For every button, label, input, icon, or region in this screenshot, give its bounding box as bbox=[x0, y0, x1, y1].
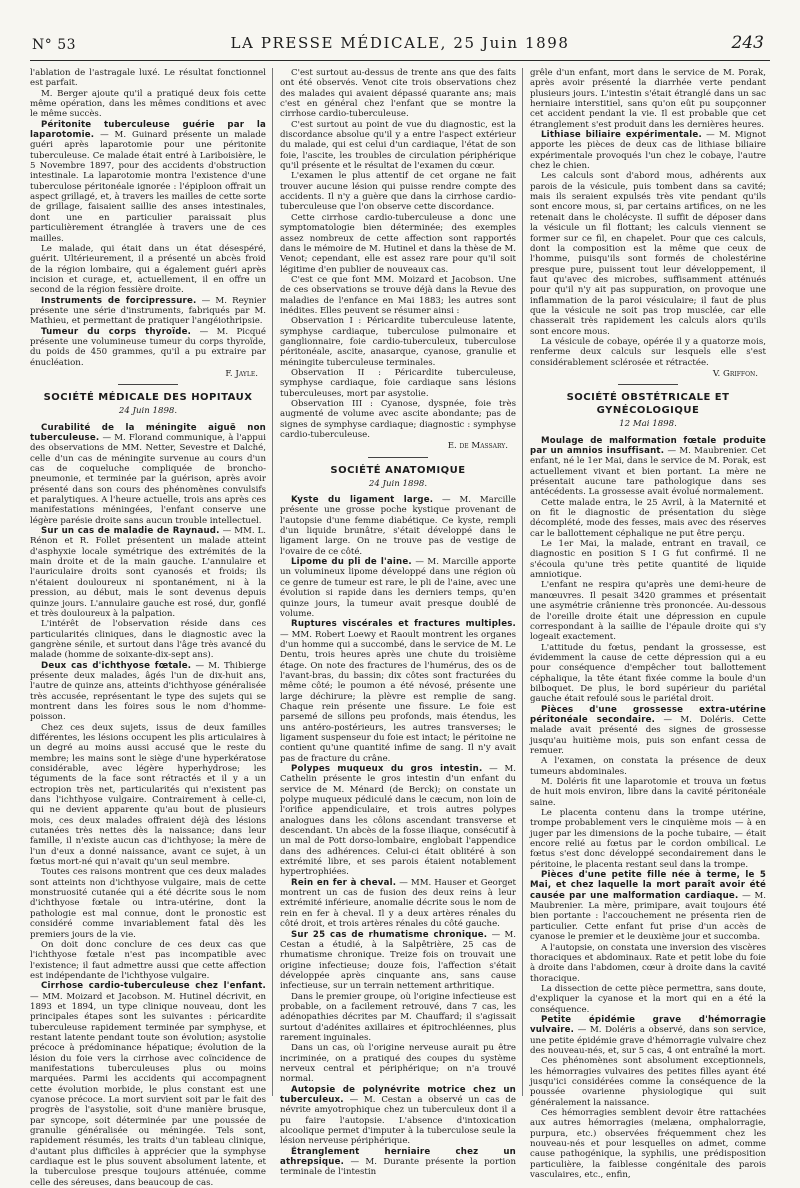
paragraph: l'ablation de l'astragale luxé. Le résultat fonctionnel est parfait. bbox=[30, 68, 266, 89]
article-title: Péritonite tuberculeuse guérie par la laparotomie. bbox=[30, 119, 266, 141]
article-body: — M. Cathelin présente le gros intestin d'un enfant du service de M. Ménard (de Berck); on constate un polype muqueux pédiculé dans le cæcum, non loin de l'orifice appendiculaire, et trois autres polypes analogues dans les côlons ascendant transverse et descendant. Un abcès de la fosse iliaque, consécutif à un mal de Pott dorso-lombaire, englobait l'appendice dans des adhérences. Celui-ci était oblitéré à son extrémité libre, et ses parois étaient notablement hypertrophiées. bbox=[280, 764, 516, 878]
article-title: Sur un cas de maladie de Raynaud. bbox=[41, 526, 220, 537]
article bbox=[280, 1147, 516, 1178]
paragraph: grêle d'un enfant, mort dans le service de M. Porak, après avoir présenté la diarrhée verte pendant plusieurs jours. L'intestin s'était étranglé dans un sac herniaire interstitiel, sans qu'on eût pu soupçonner cet accident pendant la vie. Il est probable que cet étranglement s'est produit dans les dernières heures. bbox=[530, 68, 766, 130]
paragraph: Ces phénomènes sont absolument exceptionnels, les hémorragies vulvaires des petites filles ayant été jusqu'ici considérées comme la conséquence de la poussée ovarienne physiologique qui suit généralement la naissance. bbox=[530, 1056, 766, 1108]
paragraph: Ces hémorragies semblent devoir être rattachées aux autres hémorragies (melæna, omphalorragie, purpura, etc.) observées fréquemment chez les nouveau-nés et pour lesquelles on admet, comme cause pathogénique, la syphilis, une prédisposition particulière, la faiblesse congénitale des parois vasculaires, etc., enfin, bbox=[530, 1108, 766, 1181]
paragraph: Toutes ces raisons montrent que ces deux malades sont atteints non d'ichthyose vulgaire, mais de cette monstruosité cutanée qui a été décrite sous le nom d'ichthyose fœtale ou intra-utérine, dont la pathologie est mal connue, dont le pronostic est considéré comme invariablement fatal dès les premiers jours de la vie. bbox=[30, 867, 266, 940]
article bbox=[280, 619, 516, 764]
article-title: Moulage de malformation fœtale produite par un amnios insuffisant. bbox=[530, 435, 766, 456]
article-title: Kyste du ligament large. bbox=[291, 495, 434, 506]
article-title: Curabilité de la méningite aiguë non tuberculeuse. bbox=[30, 422, 266, 443]
article bbox=[530, 1015, 766, 1056]
paragraph: A l'autopsie, on constata une inversion des viscères thoraciques et abdominaux. Rate et petit lobe du foie à droite dans l'abdomen, cœur à droite dans la cavité thoracique. bbox=[530, 942, 766, 984]
paragraph: Observation I : Péricardite tuberculeuse latente, symphyse cardiaque, tuberculose pulmonaire et ganglionnaire, foie cardio-tuberculeux, tuberculose péritonéale, ascite, anasarque, cyanose, granulie et méningite tuberculeuse terminales. bbox=[280, 316, 516, 368]
section-heading: SOCIÉTÉ ANATOMIQUE bbox=[330, 464, 466, 476]
article bbox=[280, 1085, 516, 1147]
paragraph: La dissection de cette pièce permettra, sans doute, d'expliquer la cyanose et la mort qui en a été la conséquence. bbox=[530, 983, 766, 1015]
article bbox=[280, 878, 516, 930]
article-body: — MM. L. Rénon et R. Follet présentent un malade atteint d'asphyxie locale symétrique des extrémités de la main droite et de la main gauche. L'annulaire et l'auriculaire droits sont cyanosés et froids; ils n'étaient douloureux ni spontanément, ni à la pression, au début, mais le sont devenus depuis quinze jours. L'annulaire gauche est rosé, dur, gonflé et très douloureux à la palpation. bbox=[30, 526, 267, 619]
paragraph: Les calculs sont d'abord mous, adhérents aux parois de la vésicule, puis tombent dans sa cavité; mais ils seraient expulsés très vite pendant qu'ils sont encore mous, si, par certains artifices, on ne les retenait dans le cholécyste. Il suffit de déposer dans la vésicule un fil flottant; les calculs viennent se former sur ce fil, en chapelet. Pour que ces calculs, dont la composition est la même que ceux de l'homme, puisqu'ils sont formés de cholestérine presque pure, puissent tout leur développement, il faut qu'avec des microbes, suffisamment atténués pour qu'il n'y ait pas suppuration, on provoque une inflammation de la paroi vésiculaire; il faut de plus que la vésicule ne soit pas trop musclée, car elle chasserait très rapidement les calculs alors qu'ils sont encore mous. bbox=[530, 171, 766, 337]
paragraph: Le 1er Mai, la malade, entrant en travail, ce diagnostic en position S I G fut confirmé. Il ne s'écoula qu'une très petite quantité de liquide amniotique. bbox=[530, 539, 766, 581]
article-body: — M. Doléris. Cette malade avait présenté des signes de grossesse jusqu'au huitième mois, puis son enfant cessa de remuer. bbox=[530, 714, 766, 756]
section-date: 24 Juin 1898. bbox=[368, 478, 428, 489]
paragraph: L'enfant ne respira qu'après une demi-heure de manœuvres. Il pesait 3420 grammes et présentait une asymétrie crânienne très prononcée. Au-dessous de l'oreille droite était une dépression en cupule correspondant à la saillie de l'épaule droite qui s'y logeait exactement. bbox=[530, 580, 766, 643]
article bbox=[280, 557, 516, 619]
article-title: Polypes muqueux du gros intestin. bbox=[291, 764, 483, 774]
paragraph: C'est surtout au point de vue du diagnostic, est la discordance absolue qu'il y a entre l'aspect extérieur du malade, qui est celui d'un cardiaque, l'état de son foie, l'ascite, les troubles de circulation périphérique qu'il présente et le résultat de l'examen du cœur. bbox=[280, 119, 516, 172]
section-date: 12 Mai 1898. bbox=[619, 419, 677, 430]
article-body: — MM. Moizard et Jacobson. M. Hutinel décrivit, en 1893 et 1894, un type clinique nouveau, dont les principales étapes sont les suivantes : péricardite tuberculeuse rapidement terminée par symphyse, et restant latente pendant toute son évolution; asystolie précoce à prédominance hépatique; évolution de la lésion du foie vers la cirrhose avec coïncidence de manifestations tuberculeuses plus ou moins marquées. Parmi les accidents qui accompagnent cette évolution morbide, le plus constant est une cyanose précoce. La mort survient soit par le fait des progrès de l'asystolie, soit d'une manière brusque, par syncope, soit déterminée par une poussée de granulie généralisée ou méningée. Tels sont, rapidement résumés, les traits d'un tableau clinique, d'autant plus difficiles à apprécier que la symphyse cardiaque est le plus souvent absolument latente, et la tuberculose presque toujours atténuée, comme celle des séreuses, dans beaucoup de cas. bbox=[30, 991, 266, 1188]
article bbox=[30, 120, 266, 244]
section-date: 24 Juin 1898. bbox=[118, 406, 178, 417]
article-body: — M. Florand communique, à l'appui des observations de MM. Netter, Sevestre et Dalché, celle d'un cas de méningite survenue au cours d'un cas de coqueluche compliquée de broncho-pneumonie, et terminée par la guérison, après avoir présenté dans son cours des phénomènes convulsifs et paralytiques. A l'heure actuelle, trois ans après ces manifestations méningées, l'enfant conserve une légère parésie droite sans aucun trouble intellectuel. bbox=[30, 433, 266, 526]
article-body: — M. Guinard présente un malade guéri après laparotomie pour une péritonite tuberculeuse. Ce malade était entré à Lariboisière, le 5 Novembre 1897, pour des accidents d'obstruction intestinale. La laparotomie montra l'existence d'une tuberculose péritonéale ignorée : l'épiploon offrait un aspect grillagé, et, à travers les mailles de cette sorte de grillage, faisaient saillie des anses intestinales, dont une en particulier paraissait plus particulièrement étranglée à travers une de ces mailles. bbox=[30, 130, 266, 244]
article bbox=[30, 327, 266, 368]
paragraph: M. Berger ajoute qu'il a pratiqué deux fois cette même opération, dans les mêmes conditions et avec le même succès. bbox=[30, 88, 266, 120]
paragraph: Chez ces deux sujets, issus de deux familles différentes, les lésions occupent les plis articulaires à un degré au moins aussi accusé que le reste du membre; les mains sont le siège d'une hyperkératose considérable, avec légère hyperhydrose; les téguments de la face sont rétractés et il y a un ectropion très net, particularités qui n'existent pas dans l'ichthyose vulgaire. Contrairement à celle-ci, qui ne devient apparente qu'au bout de plusieurs mois, ces deux malades offraient déjà des lésions cutanées très nettes dès la naissance; dans leur famille, il n'existe aucun cas d'ichthyose; la mère de l'un d'eux a donné naissance, avant ce sujet, à un fœtus mort-né qui n'avait qu'un seul membre. bbox=[30, 722, 266, 868]
article-body: — MM. Hauser et Georget montrent un cas de fusion des deux reins à leur extrémité inférieure, anomalie décrite sous le nom de rein en fer à cheval. Il y a deux artères rénales du côté droit, et trois artères rénales du côté gauche. bbox=[280, 877, 516, 930]
article-title: Autopsie de polynévrite motrice chez un tuberculeux. bbox=[280, 1084, 516, 1105]
article-title: Lithiase biliaire expérimentale. bbox=[541, 130, 702, 141]
article-body: — M. Cestan a étudié, à la Salpêtrière, 25 cas de rhumatisme chronique. Treize fois on trouvait une origine infectieuse; douze fois, l'affection s'était développée après cinquante ans, sans cause infectieuse, sur un terrain nettement arthritique. bbox=[280, 929, 517, 992]
paragraph: Dans le premier groupe, où l'origine infectieuse est probable, on a facilement retrouvé, dans 7 cas, les adénopathies décrites par M. Chauffard; il s'agissait surtout d'adénites axillaires et épitrochléennes, plus rarement inguinales. bbox=[280, 991, 516, 1043]
column-divider bbox=[272, 68, 273, 1096]
paragraph: Observation III : Cyanose, dyspnée, foie très augmenté de volume avec ascite abondante; pas de signes de symphyse cardiaque; diagnostic : symphyse cardio-tuberculeuse. bbox=[280, 399, 516, 441]
article-body: — M. Cestan a observé un cas de névrite amyotrophique chez un tuberculeux dont il a pu faire l'autopsie. L'absence d'intoxication alcoolique permet d'imputer à la tuberculose seule la lésion nerveuse périphérique. bbox=[280, 1095, 516, 1147]
separator bbox=[618, 384, 678, 385]
article-body: — M. Doléris a observé, dans son service, une petite épidémie grave d'hémorragie vulvaire chez des nouveau-nés, et, sur 5 cas, 4 ont entraîné la mort. bbox=[530, 1025, 767, 1056]
article-title: Instruments de forcipressure. bbox=[41, 295, 197, 306]
article bbox=[530, 436, 766, 498]
article bbox=[530, 870, 766, 942]
paragraph: C'est ce que font MM. Moizard et Jacobson. Une de ces observations se trouve déjà dans la Revue des maladies de l'enfance en Mai 1883; les autres sont inédites. Elles peuvent se résumer ainsi : bbox=[280, 274, 516, 316]
paragraph: L'attitude du fœtus, pendant la grossesse, est évidemment la cause de cette dépression qui a eu pour conséquence d'empêcher tout ballottement céphalique, la tête étant fixée comme la boule d'un bilboquet. De plus, le bord supérieur du pariétal gauche était refoulé sous le pariétal droit. bbox=[530, 642, 766, 705]
paragraph: Dans un cas, où l'origine nerveuse aurait pu être incriminée, on a pratiqué des coupes du système nerveux central et périphérique; on n'a trouvé normal. bbox=[280, 1043, 516, 1085]
author-signature: E. de Massary. bbox=[447, 441, 508, 452]
article bbox=[30, 981, 266, 1188]
article-body: — M. Reynier présente une série d'instruments, fabriqués par M. Mathieu, et permettant de pratiquer l'angéiothripsie. bbox=[30, 295, 267, 327]
article-title: Cirrhose cardio-tuberculeuse chez l'enfant. bbox=[41, 981, 266, 992]
article-body: — M. Maubrenier. Cet enfant, né le 1er Mai, dans le service de M. Porak, est actuellement vivant et bien portant. La mère ne présentait aucune tare pathologique dans ses antécédents. La grossesse avait évolué normalement. bbox=[530, 446, 766, 498]
column-right bbox=[530, 68, 767, 1181]
paragraph: M. Doléris fit une laparotomie et trouva un fœtus de huit mois environ, libre dans la cavité péritonéale saine. bbox=[530, 777, 766, 808]
article-body: — M. Marcille apporte un volumineux lipome développé dans une région où ce genre de tumeur est rare, le pli de l'aine, avec une évolution si rapide dans les derniers temps, qu'en quinze jours, la tumeur avait presque doublé de volume. bbox=[280, 557, 517, 619]
paragraph: L'examen le plus attentif de cet organe ne fait trouver aucune lésion qui puisse rendre compte des accidents. Il n'y a guère que dans la cirrhose cardio-tuberculeuse que l'on observe cette discordance. bbox=[280, 171, 516, 213]
article bbox=[30, 296, 266, 327]
article bbox=[30, 661, 266, 723]
paragraph: L'intérêt de l'observation réside dans ces particularités cliniques, dans le diagnostic avec la gangrène sénile, et surtout dans l'âge très avancé du malade (homme de soixante-dix-sept ans). bbox=[30, 619, 266, 661]
article-body: — M. Marcille présente une grosse poche kystique provenant de l'autopsie d'une femme diabétique. Ce kyste, rempli d'un liquide brunâtre, s'était développé dans le ligament large. On ne trouve pas de vestige de l'ovaire de ce côté. bbox=[280, 495, 517, 557]
paragraph: Observation II : Péricardite tuberculeuse, symphyse cardiaque, foie cardiaque sans lésions tuberculeuses, mort par asystolie. bbox=[280, 367, 516, 399]
column-divider bbox=[522, 68, 523, 1096]
article-title: Sur 25 cas de rhumatisme chronique. bbox=[291, 929, 488, 940]
article-title: Pièces d'une petite fille née à terme, le 5 Mai, et chez laquelle la mort paraît avoir été causée par une malformation cardiaque. bbox=[530, 870, 766, 901]
issue-number: N° 53 bbox=[32, 37, 77, 53]
column-left bbox=[30, 68, 267, 1188]
article bbox=[280, 495, 516, 557]
article-title: Deux cas d'ichthyose fœtale. bbox=[41, 660, 192, 671]
article bbox=[30, 423, 266, 526]
paragraph: C'est surtout au-dessus de trente ans que des faits ont été observés. Venot cite trois observations chez des malades qui avaient dépassé quarante ans; mais c'est en général chez l'enfant que se montre la cirrhose cardio-tuberculeuse. bbox=[280, 68, 516, 120]
article-body: — MM. Robert Loewy et Raoult montrent les organes d'un homme qui a succombé, dans le service de M. Le Dentu, trois heures après une chute du troisième étage. On note des fractures de l'humérus, des os de l'avant-bras, du bassin; dix côtes sont fracturées du même côté; le poumon a été névosé, présente une large déchirure; la plèvre est remplie de sang. Chaque rein présente une fissure. Le foie est parsemé de sillons peu profonds, mais étendus, les uns antéro-postérieurs, les autres transverses; le ligament suspenseur du foie est intact; le péritoine ne contient qu'une quantité infime de sang. Il n'y avait pas de fracture du crâne. bbox=[280, 629, 516, 764]
article-body: — M. Picqué présente une volumineuse tumeur du corps thyroïde, du poids de 450 grammes, qu'il a pu extraire par énucléation. bbox=[30, 326, 266, 368]
author-signature: V. Griffon. bbox=[712, 368, 758, 379]
article-body: — M. Durante présente la portion terminale de l'intestin bbox=[280, 1157, 516, 1178]
article bbox=[30, 526, 266, 619]
paragraph: Cette malade entra, le 25 Avril, à la Maternité et on fit le diagnostic de présentation du siège décomplété, mode des fesses, mais avec des réserves car le ballottement céphalique ne put être perçu. bbox=[530, 497, 766, 539]
article-body: — M. Mignot apporte les pièces de deux cas de lithiase biliaire expérimentale provoqués l'un chez le cobaye, l'autre chez le chien. bbox=[530, 130, 766, 172]
article-title: Lipome du pli de l'aine. bbox=[291, 557, 412, 568]
header-rule bbox=[30, 60, 770, 61]
column-middle bbox=[280, 68, 517, 1178]
article bbox=[530, 130, 766, 171]
article-title: Pièces d'une grossesse extra-utérine péritonéale secondaire. bbox=[530, 704, 766, 725]
journal-title: LA PRESSE MÉDICALE, 25 Juin 1898 bbox=[230, 34, 570, 52]
article-title: Petite épidémie grave d'hémorragie vulvaire. bbox=[530, 1014, 766, 1036]
paragraph: La vésicule de cobaye, opérée il y a quatorze mois, renferme deux calculs sur lesquels elle s'est considérablement sclérosée et rétractée. bbox=[530, 336, 766, 368]
article bbox=[280, 764, 516, 878]
paragraph: On doit donc conclure de ces deux cas que l'ichthyose fœtale n'est pas incompatible avec l'existence; il faut admettre aussi que cette affection est indépendante de l'ichthyose vulgaire. bbox=[30, 939, 266, 981]
article bbox=[280, 930, 516, 992]
paragraph: Le malade, qui était dans un état désespéré, guérit. Ultérieurement, il a présenté un abcès froid de la région lombaire, qui a également guéri après incision et curage, et, actuellement, il en offre un second de la région fessière droite. bbox=[30, 243, 266, 296]
article-title: Rein en fer à cheval. bbox=[291, 877, 397, 888]
page-header bbox=[0, 0, 800, 60]
author-signature: F. Jayle. bbox=[225, 368, 258, 379]
article bbox=[530, 705, 766, 757]
article-body: — M. Thibierge présente deux malades, âgés l'un de dix-huit ans, l'autre de quinze ans, atteints d'ichthyose généralisée très accusée, représentant le type des sujets qui se montrent dans les foires sous le nom d'homme-poisson. bbox=[30, 660, 266, 723]
section-heading: SOCIÉTÉ MÉDICALE DES HOPITAUX bbox=[43, 392, 253, 404]
article-title: Ruptures viscérales et fractures multiples. bbox=[291, 619, 516, 630]
paragraph: A l'examen, on constata la présence de deux tumeurs abdominales. bbox=[530, 756, 766, 777]
paragraph: Cette cirrhose cardio-tuberculeuse a donc une symptomatologie bien déterminée; des exemples assez nombreux de cette affection sont rapportés dans le mémoire de M. Hutinel et dans la thèse de M. Venot; cependant, elle est assez rare pour qu'il soit légitime d'en publier de nouveaux cas. bbox=[280, 212, 516, 275]
separator bbox=[368, 457, 428, 458]
section-heading: SOCIÉTÉ OBSTÉTRICALE ET GYNÉCOLOGIQUE bbox=[566, 392, 730, 417]
page-number: 243 bbox=[731, 33, 764, 53]
paragraph: Le placenta contenu dans la trompe utérine, trompe probablement vers le cinquième mois — à en juger par les dimensions de la poche tubaire, — était encore relié au fœtus par le cordon ombilical. Le fœtus s'est donc développé secondairement dans le péritoine, le placenta restant seul dans la trompe. bbox=[530, 808, 766, 870]
separator bbox=[118, 384, 178, 385]
article-body: — M. Maubrenier. La mère, primipare, avait toujours été bien portante : l'accouchement ne présenta rien de particulier. Cette enfant fut prise d'un accès de cyanose le premier et le deuxième jour et succomba. bbox=[530, 890, 766, 943]
article-title: Étranglement herniaire chez un athrepsique. bbox=[280, 1146, 516, 1168]
article-title: Tumeur du corps thyroïde. bbox=[41, 326, 192, 337]
